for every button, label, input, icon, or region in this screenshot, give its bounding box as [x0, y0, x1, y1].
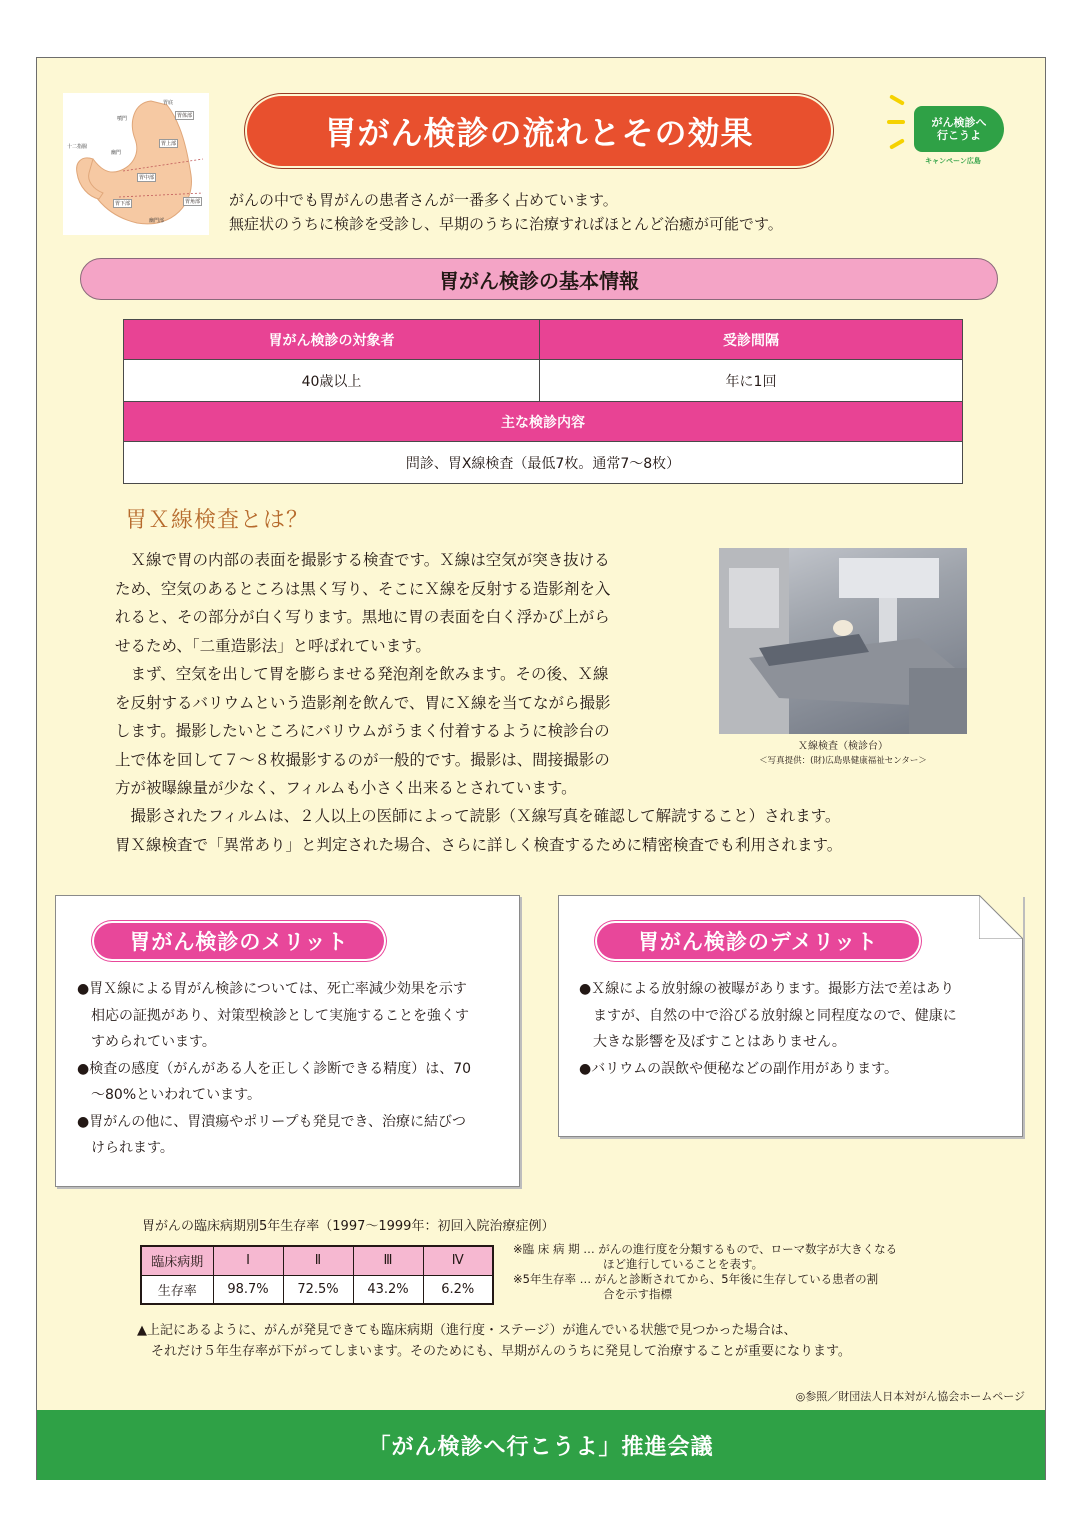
- demerit-line: ●Ｘ線による放射線の被曝があります。撮影方法で差はあり: [579, 981, 955, 997]
- label-fundus: 胃底: [163, 100, 174, 106]
- content-value: 問診、胃X線検査（最低7枚。通常7〜8枚）: [124, 442, 963, 484]
- label-upper: 胃上部: [161, 141, 177, 147]
- table-row: [141, 1246, 493, 1275]
- rate-cell: 6.2%: [423, 1275, 493, 1304]
- xray-machine-illustration: [719, 548, 967, 734]
- campaign-logo: [887, 98, 1017, 178]
- table-row: [141, 1275, 493, 1304]
- label-body: 胃体部: [177, 113, 193, 119]
- survival-title: 胃がんの臨床病期別5年生存率（1997〜1999年：初回入院治療症例）: [142, 1219, 555, 1234]
- survival-conclusion: [137, 1320, 851, 1362]
- stage-cell: Ⅲ: [353, 1246, 423, 1275]
- stage-cell: Ⅳ: [423, 1246, 493, 1275]
- xray-machine-photo: [719, 548, 967, 734]
- photo-caption-line2: ＜写真提供：(財)広島県健康福祉センター＞: [759, 756, 927, 766]
- label-pylorus: 幽門: [111, 150, 122, 156]
- logo-ray: [887, 120, 905, 124]
- content-header: 主な検診内容: [124, 402, 963, 442]
- xray-line: ため、空気のあるところは黒く写り、そこにＸ線を反射する造影剤を入: [115, 579, 611, 598]
- survival-table: [140, 1245, 494, 1305]
- label-duodenum: 十二指腸: [67, 144, 88, 150]
- interval-header: 受診間隔: [540, 320, 963, 360]
- interval-value: 年に1回: [540, 360, 963, 402]
- xray-line: れると、その部分が白く写ります。黒地に胃の表面を白く浮かび上がら: [115, 608, 610, 626]
- xray-body-wide: [115, 802, 1025, 859]
- logo-ray: [889, 94, 905, 105]
- stage-cell: Ⅰ: [213, 1246, 283, 1275]
- page-title: 胃がん検診の流れとその効果: [324, 114, 754, 152]
- intro-line: がんの中でも胃がんの患者さんが一番多く占めています。: [229, 191, 618, 209]
- stage-cell: Ⅱ: [283, 1246, 353, 1275]
- rate-label: 生存率: [141, 1275, 213, 1304]
- demerit-line: ●バリウムの誤飲や便秘などの副作用があります。: [579, 1060, 898, 1077]
- xray-line: せるため、「二重造影法」と呼ばれています。: [115, 636, 431, 655]
- label-angle: 胃角部: [185, 199, 201, 205]
- merit-line: すめられています。: [91, 1034, 216, 1050]
- stage-label: 臨床病期: [141, 1246, 213, 1275]
- xray-body: [115, 546, 715, 803]
- xray-line: まず、空気を出して胃を膨らませる発泡剤を飲みます。その後、Ｘ線: [130, 665, 609, 683]
- demerit-line: 大きな影響を及ぼすことはありません。: [593, 1034, 846, 1050]
- logo-line1: がん検診へ: [931, 116, 987, 129]
- photo-caption-line1: Ｘ線検査（検診台）: [798, 741, 888, 752]
- reference-note: ◎参照／財団法人日本対がん協会ホームページ: [795, 1390, 1025, 1403]
- target-header: 胃がん検診の対象者: [124, 320, 540, 360]
- xray-line: します。撮影したいところにバリウムがうまく付着するように検診台の: [115, 722, 610, 740]
- logo-caption: キャンペーン広島: [925, 157, 981, 165]
- survival-notes: [513, 1242, 897, 1302]
- xray-line: 上で体を回して７〜８枚撮影するのが一般的です。撮影は、間接撮影の: [115, 750, 610, 769]
- note-line: ほど進行していることを表す。: [603, 1257, 764, 1271]
- note-line: ※5年生存率 … がんと診断されてから、5年後に生存している患者の割: [513, 1272, 879, 1286]
- merit-title: 胃がん検診のメリット: [129, 930, 349, 954]
- page: [36, 57, 1046, 1480]
- rate-cell: 72.5%: [283, 1275, 353, 1304]
- xray-line: 方が被曝線量が少なく、フィルムも小さく出来るとされています。: [115, 779, 577, 797]
- demerit-list: [579, 976, 1019, 1082]
- demerit-line: ますが、自然の中で浴びる放射線と同程度なので、健康に: [593, 1007, 957, 1024]
- megaphone-icon: [914, 106, 1004, 152]
- merit-line: ●胃がんの他に、胃潰瘍やポリープも発見でき、治療に結びつ: [77, 1113, 466, 1130]
- xray-heading: 胃Ｘ線検査とは？: [125, 508, 310, 533]
- merit-line: ●胃Ｘ線による胃がん検診については、死亡率減少効果を示す: [77, 981, 467, 997]
- title-banner: [247, 96, 831, 166]
- target-value: 40歳以上: [124, 360, 540, 402]
- xray-line: Ｘ線で胃の内部の表面を撮影する検査です。Ｘ線は空気が突き抜ける: [130, 551, 610, 569]
- merit-line: 相応の証拠があり、対策型検診として実施することを強くす: [91, 1007, 469, 1024]
- page-fold-icon: [979, 895, 1023, 939]
- label-middle: 胃中部: [139, 175, 155, 181]
- basic-info-header: [80, 258, 998, 300]
- label-pyloric-part: 幽門部: [149, 218, 165, 224]
- merit-line: ●検査の感度（がんがある人を正しく診断できる精度）は、70: [77, 1060, 472, 1077]
- section-title: 胃がん検診の基本情報: [439, 268, 639, 293]
- footer-banner: [37, 1410, 1045, 1480]
- label-cardia: 噴門: [117, 116, 128, 122]
- xray-line: を反射するバリウムという造影剤を飲んで、胃にＸ線を当てながら撮影: [115, 693, 611, 712]
- merit-pill: [94, 923, 384, 959]
- basic-info-table: [123, 319, 963, 484]
- logo-ray: [889, 138, 905, 149]
- merit-line: 〜80%といわれています。: [91, 1087, 261, 1103]
- merit-line: けられます。: [91, 1140, 174, 1156]
- rate-cell: 43.2%: [353, 1275, 423, 1304]
- stomach-diagram: [63, 93, 209, 235]
- note-line: ※臨 床 病 期 … がんの進行度を分類するもので、ローマ数字が大きくなる: [513, 1242, 898, 1256]
- rate-cell: 98.7%: [213, 1275, 283, 1304]
- intro-text: [229, 188, 949, 236]
- conclusion-line: それだけ５年生存率が下がってしまいます。そのためにも、早期がんのうちに発見して治療することが重要になります。: [151, 1344, 851, 1359]
- photo-caption: [719, 740, 967, 768]
- merit-list: [77, 976, 517, 1162]
- label-lower: 胃下部: [115, 201, 131, 207]
- intro-line: 無症状のうちに検診を受診し、早期のうちに治療すればほとんど治癒が可能です。: [229, 215, 783, 233]
- demerit-pill: [597, 923, 919, 959]
- xray-line: 胃Ｘ線検査で「異常あり」と判定された場合、さらに詳しく検査するために精密検査でも利用されます。: [115, 835, 843, 854]
- footer-text: 「がん検診へ行こうよ」推進会議: [368, 1434, 714, 1460]
- conclusion-line: ▲上記にあるように、がんが発見できても臨床病期（進行度・ステージ）が進んでいる状態で見つかった場合は、: [137, 1323, 797, 1338]
- demerit-title: 胃がん検診のデメリット: [637, 930, 879, 954]
- logo-line2: 行こうよ: [937, 129, 981, 142]
- xray-line: 撮影されたフィルムは、２人以上の医師によって読影（Ｘ線写真を確認して解読すること）されます。: [130, 807, 841, 825]
- note-line: 合を示す指標: [603, 1287, 672, 1301]
